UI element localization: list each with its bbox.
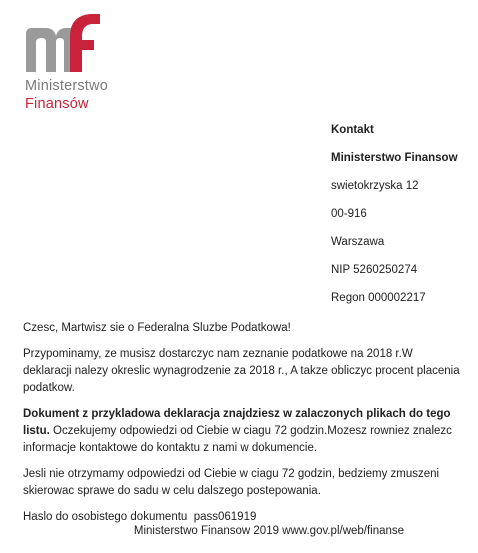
attachment-paragraph [23, 406, 463, 457]
mf-logo-icon [24, 12, 104, 74]
contact-regon: Regon 000002217 [331, 292, 426, 304]
contact-postal: 00-916 [331, 208, 367, 220]
contact-street: swietokrzyska 12 [331, 180, 419, 192]
letter-body [23, 320, 463, 535]
logo-text-finansow: Finansów [25, 96, 89, 112]
ministry-logo [24, 12, 134, 112]
attachment-notice: Dokument z przykladowa deklaracja znajdziesz w zalaczonych plikach do tego listu. [23, 408, 451, 437]
warning-paragraph: Jesli nie otrzymamy odpowiedzi od Ciebie w ciagu 72 godzin, bedziemy zmuszeni skierowac sprawe do sadu w celu dalszego postepowania. [23, 468, 440, 497]
contact-block [331, 124, 471, 320]
contact-heading: Kontakt [331, 124, 374, 136]
footer: Ministerstwo Finansow 2019 www.gov.pl/web/finanse [133, 525, 405, 537]
greeting: Czesc, Martwisz sie o Federalna Sluzbe Podatkowa! [23, 322, 291, 334]
contact-name: Ministerstwo Finansow [331, 152, 458, 164]
password-line: Haslo do osobistego dokumentu pass061919 [23, 511, 257, 523]
reminder-paragraph: Przypominamy, ze musisz dostarczyc nam zeznanie podatkowe na 2018 r.W deklaracji nalezy okreslic wynagrodzenie za 2018 r., A takze obliczyc procent placenia podatkow. [23, 348, 460, 394]
logo-text-ministerstwo: Ministerstwo [25, 78, 108, 94]
contact-nip: NIP 5260250274 [331, 264, 418, 276]
contact-city: Warszawa [331, 236, 385, 248]
response-request: Oczekujemy odpowiedzi od Ciebie w ciagu 72 godzin.Mozesz rowniez znalezc informacje kontaktowe do kontaktu z nami w dokumencie. [23, 425, 452, 454]
